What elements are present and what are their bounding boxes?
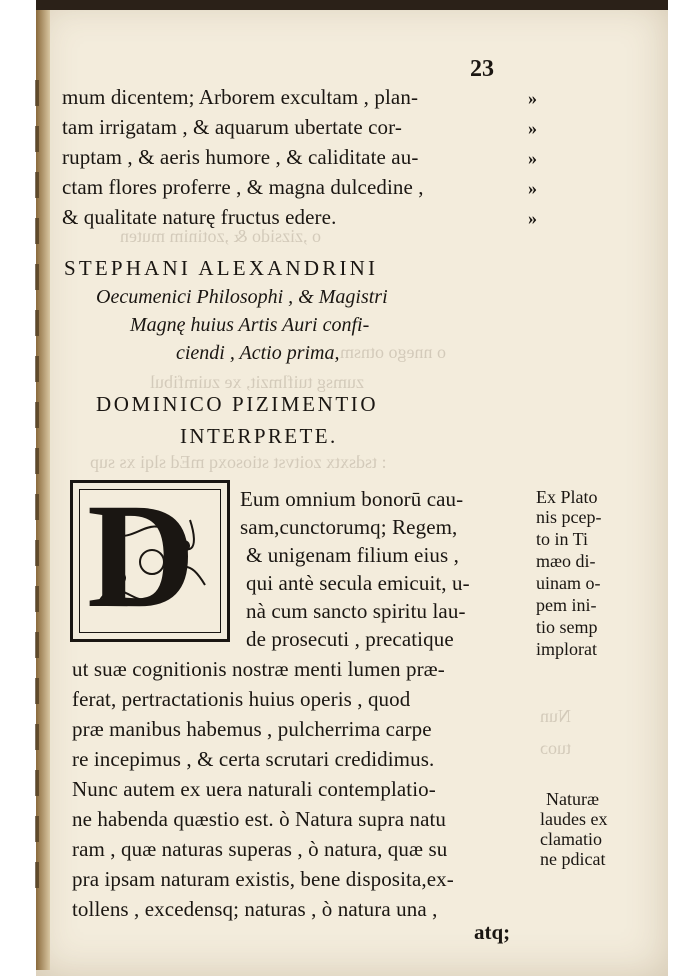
- bleed-through-text: o ,zizsido & ,zotinim muten: [120, 226, 321, 246]
- margin-note-line: uinam o-: [536, 573, 601, 593]
- decorated-initial: [70, 473, 230, 642]
- text-line: mum dicentem; Arborem excultam , plan-: [62, 85, 419, 109]
- quote-mark: »: [528, 88, 537, 108]
- margin-note-line: Ex Plato: [536, 487, 598, 507]
- gutter-marks: [32, 80, 44, 940]
- text-line: ctam flores proferre , & magna dulcedine ,: [62, 175, 424, 199]
- quote-mark: »: [528, 148, 537, 168]
- text-line: pra ipsam naturam existis, bene disposita,ex-: [72, 867, 454, 891]
- margin-note-line: to in Ti: [536, 529, 589, 549]
- bleed-through-text: : tsdsxtx zoitvst stiosoxq mEd slqi xs sup: [90, 452, 387, 472]
- text-line: de prosecuti , precatique: [246, 627, 454, 651]
- page-top-edge: [36, 0, 668, 10]
- heading-subline: Magnę huius Artis Auri confi-: [130, 314, 370, 336]
- bleed-through-text: o nnego otnsm: [340, 342, 446, 362]
- heading-subline: Oecumenici Philosophi , & Magistri: [96, 286, 388, 308]
- margin-note-line: laudes ex: [540, 809, 608, 829]
- catchword: atq;: [474, 920, 511, 944]
- text-line: re incepimus , & certa scrutari credidimus.: [72, 747, 435, 771]
- margin-note-line: Naturæ: [546, 789, 599, 809]
- margin-note-line: tio semp: [536, 617, 598, 637]
- margin-note-line: pem ini-: [536, 595, 597, 615]
- margin-note-line: ne pdicat: [540, 849, 606, 869]
- quote-mark: »: [528, 208, 537, 228]
- text-line: ferat, pertractationis huius operis , quod: [72, 687, 411, 711]
- text-line: ruptam , & aeris humore , & caliditate au-: [62, 145, 419, 169]
- margin-note-line: nis pcep-: [536, 507, 602, 527]
- text-line: ut suæ cognitionis nostræ menti lumen præ-: [72, 657, 445, 681]
- text-line: qui antè secula emicuit, u-: [246, 571, 470, 595]
- bleed-through-text: tuoɔ: [540, 738, 571, 758]
- text-line: & qualitate naturę fructus edere.: [62, 205, 337, 229]
- text-line: Eum omnium bonorū cau-: [240, 487, 464, 511]
- bleed-through-text: zumsg tuiflmzit, xe zuimfibul: [150, 372, 364, 392]
- page-number: 23: [470, 56, 494, 82]
- text-line: & unigenam filium eius ,: [246, 543, 459, 567]
- quote-mark: »: [528, 178, 537, 198]
- initial-letter: D: [87, 473, 196, 639]
- margin-note-line: mæo di-: [536, 551, 596, 571]
- translator-heading: INTERPRETE.: [180, 424, 338, 448]
- heading-subline: ciendi , Actio prima,: [176, 342, 340, 364]
- margin-note-line: clamatio: [540, 829, 602, 849]
- text-line: præ manibus habemus , pulcherrima carpe: [72, 717, 432, 741]
- quote-mark: »: [528, 118, 537, 138]
- text-line: tam irrigatam , & aquarum ubertate cor-: [62, 115, 402, 139]
- text-line: Nunc autem ex uera naturali contemplatio-: [72, 777, 436, 801]
- bleed-through-text: Nun: [540, 706, 571, 726]
- translator-heading: DOMINICO PIZIMENTIO: [96, 392, 379, 416]
- section-heading: STEPHANI ALEXANDRINI: [64, 256, 379, 280]
- text-line: sam,cunctorumq; Regem,: [240, 515, 458, 539]
- text-line: nà cum sancto spiritu lau-: [246, 599, 466, 623]
- text-line: tollens , excedensq; naturas , ò natura una ,: [72, 897, 438, 921]
- margin-note-line: implorat: [536, 639, 597, 659]
- text-line: ram , quæ naturas superas , ò natura, quæ su: [72, 837, 448, 861]
- text-line: ne habenda quæstio est. ò Natura supra natu: [72, 807, 447, 831]
